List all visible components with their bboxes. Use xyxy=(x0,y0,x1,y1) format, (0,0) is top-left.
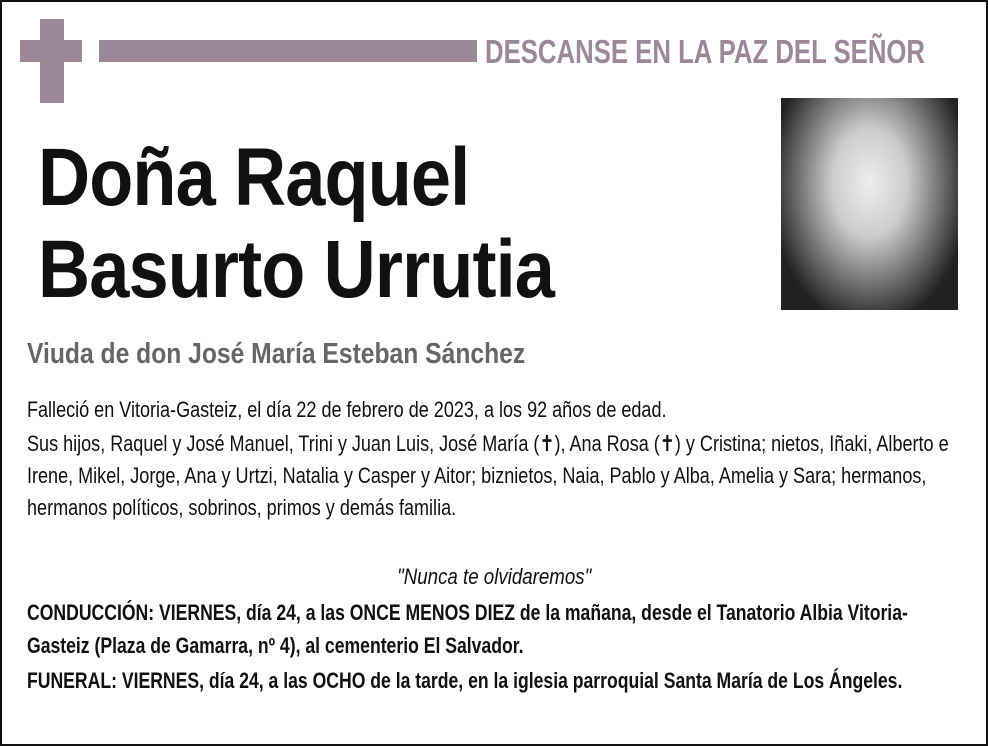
death-text: Falleció en Vitoria-Gasteiz, el día 22 de febrero de 2023, a los 92 años de edad. xyxy=(27,397,667,422)
conduccion-text: CONDUCCIÓN: VIERNES, día 24, a las ONCE MENOS DIEZ de la mañana, desde el Tanatorio Albia Vitoria-Gasteiz (Plaza de Gamarra, nº 4), al cementerio El Salvador. xyxy=(27,600,908,658)
funeral-text: FUNERAL: VIERNES, día 24, a las OCHO de la tarde, en la iglesia parroquial Santa María de Los Ángeles. xyxy=(27,668,903,693)
name-line-1: Doña Raquel xyxy=(38,132,470,223)
cross-icon-arm xyxy=(20,40,82,62)
header-rule xyxy=(99,40,477,62)
name-line-2: Basurto Urrutia xyxy=(38,224,555,315)
subtitle: Viuda de don José María Esteban Sánchez xyxy=(27,338,526,370)
header-title: DESCANSE EN LA PAZ DEL SEÑOR xyxy=(485,33,926,70)
family-text: Sus hijos, Raquel y José Manuel, Trini y Juan Luis, José María (✝), Ana Rosa (✝) y Cristina; nietos, Iñaki, Alberto e Irene, Mikel, Jorge, Ana y Urtzi, Natalia y Casper y Aitor; biznietos, Naia, Pablo y Alba, Amelia y Sara; hermanos, hermanos políticos, sobrinos, primos y demás familia. xyxy=(27,431,949,520)
portrait-photo xyxy=(781,98,958,310)
quote xyxy=(2,564,986,590)
quote-text: "Nunca te olvidaremos" xyxy=(396,564,592,589)
deceased-name xyxy=(38,132,554,316)
